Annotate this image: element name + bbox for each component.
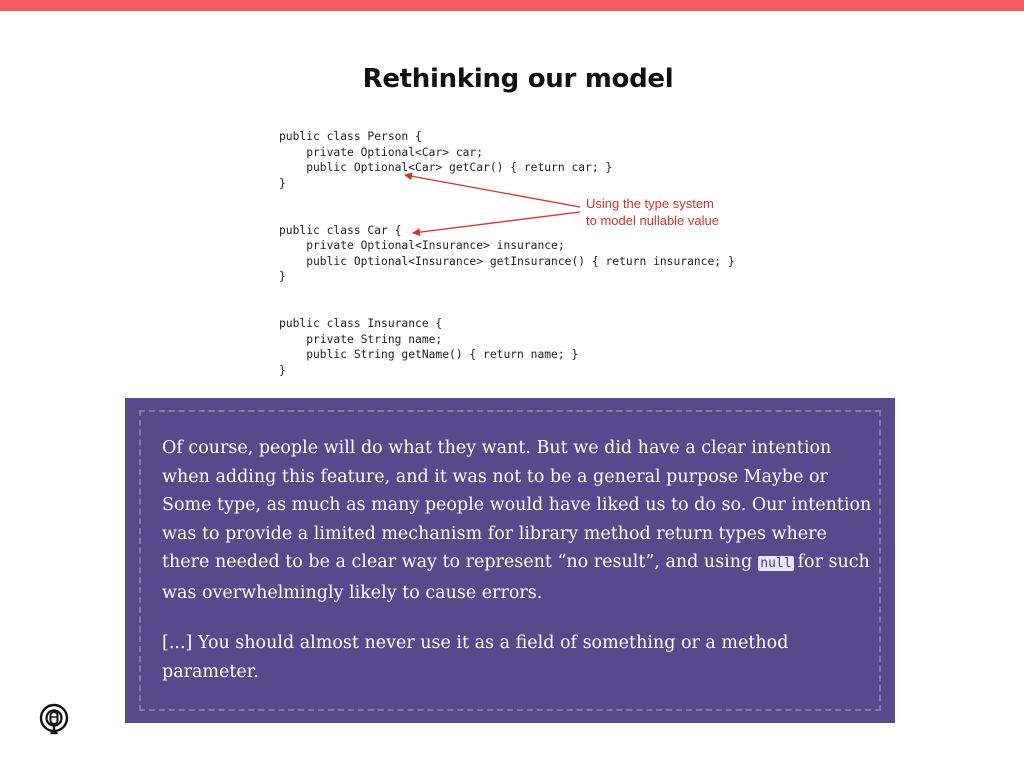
annotation-line-2: to model nullable value <box>586 213 719 228</box>
slide-title: Rethinking our model <box>362 64 674 94</box>
code-block: public class Person { private Optional<Car> car; public Optional<Car> getCar() { return car; } } public class Car { private Optional<Insurance> insurance; public Optional<Insurance> getInsurance() { return insurance; } } public class Insurance { private String name; public String getName() { return name; } } <box>279 130 735 377</box>
quote-text <box>162 434 872 686</box>
inline-code-null: null <box>760 556 792 571</box>
annotation-line-1: Using the type system <box>586 196 714 211</box>
quote-box <box>125 398 895 723</box>
quote-p1-after: for such was overwhelmingly likely to cause errors. <box>162 552 870 603</box>
quote-paragraph-1 <box>162 434 872 607</box>
top-accent-bar <box>0 0 1024 11</box>
annotation-label <box>586 195 719 229</box>
quote-paragraph-2: [...] You should almost never use it as a field of something or a method parameter. <box>162 633 789 682</box>
quote-p1-before: Of course, people will do what they want. But we did have a clear intention when adding this feature, and it was not to be a general purpose Maybe or Some type, as much as many people would have liked us to do so. Our intention was to provide a limited mechanism for library method return types where there needed to be a clear way to represent “no result”, and using <box>162 438 872 572</box>
podcast-microphone-icon <box>36 702 72 738</box>
